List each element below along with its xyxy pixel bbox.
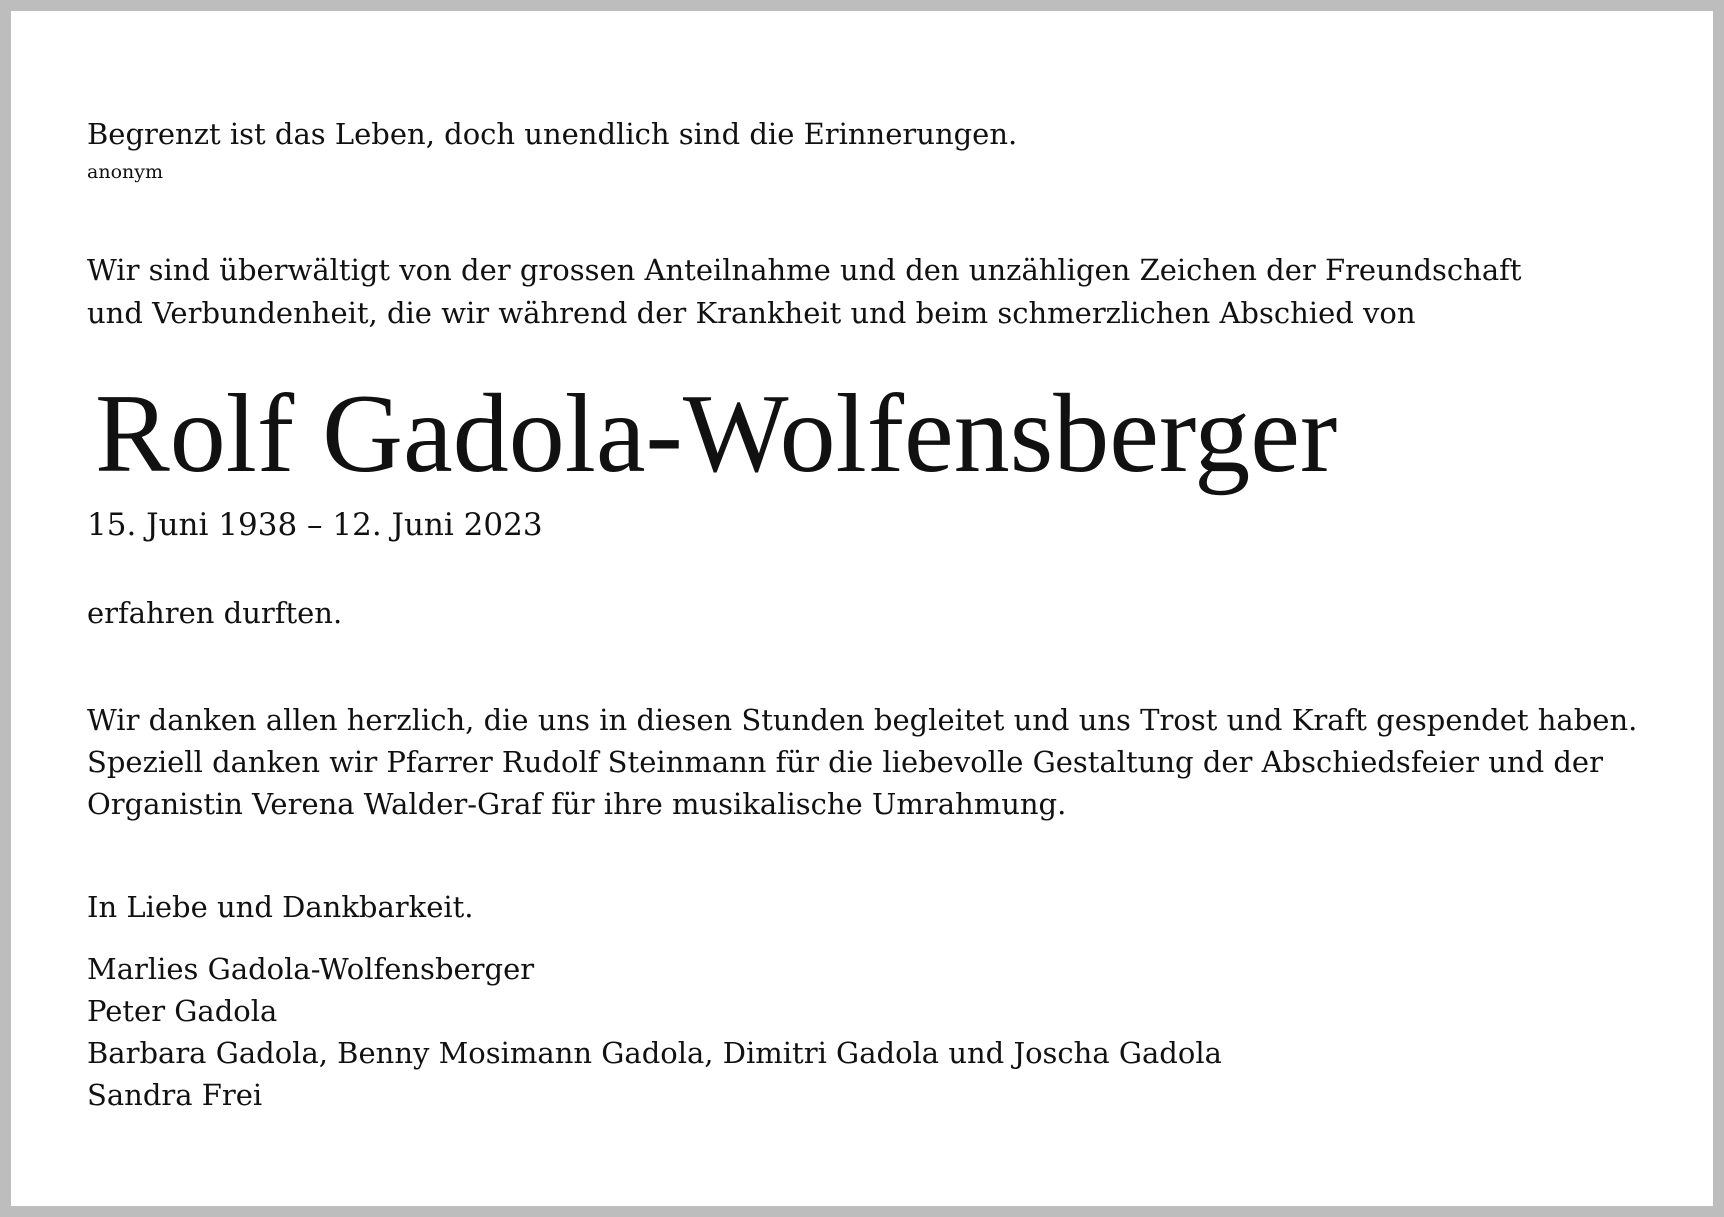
thanks-line: Speziell danken wir Pfarrer Rudolf Steinmann für die liebevolle Gestaltung der Abschiedsfeier und der bbox=[87, 745, 1603, 779]
signature-name: Peter Gadola bbox=[87, 994, 278, 1028]
signature-name: Sandra Frei bbox=[87, 1078, 263, 1112]
intro-line: Wir sind überwältigt von der grossen Anteilnahme und den unzähligen Zeichen der Freundschaft bbox=[87, 253, 1522, 287]
intro-paragraph bbox=[87, 249, 1522, 335]
outro-text: erfahren durften. bbox=[87, 596, 343, 630]
life-dates: 15. Juni 1938 – 12. Juni 2023 bbox=[87, 507, 543, 543]
intro-line: und Verbundenheit, die wir während der Krankheit und beim schmerzlichen Abschied von bbox=[87, 296, 1416, 330]
motto-quote: Begrenzt ist das Leben, doch unendlich sind die Erinnerungen. bbox=[87, 117, 1018, 151]
thanks-paragraph bbox=[87, 699, 1637, 825]
closing-text: In Liebe und Dankbarkeit. bbox=[87, 890, 474, 924]
thanks-line: Wir danken allen herzlich, die uns in diesen Stunden begleitet und uns Trost und Kraft gespendet haben. bbox=[87, 703, 1638, 737]
signature-name: Marlies Gadola-Wolfensberger bbox=[87, 952, 535, 986]
notice-page bbox=[11, 11, 1713, 1206]
thanks-line: Organistin Verena Walder-Graf für ihre musikalische Umrahmung. bbox=[87, 787, 1067, 821]
signature-list bbox=[87, 948, 1222, 1116]
motto-author: anonym bbox=[87, 161, 163, 183]
deceased-name: Rolf Gadola-Wolfensberger bbox=[95, 372, 1338, 496]
signature-name: Barbara Gadola, Benny Mosimann Gadola, Dimitri Gadola und Joscha Gadola bbox=[87, 1036, 1222, 1070]
